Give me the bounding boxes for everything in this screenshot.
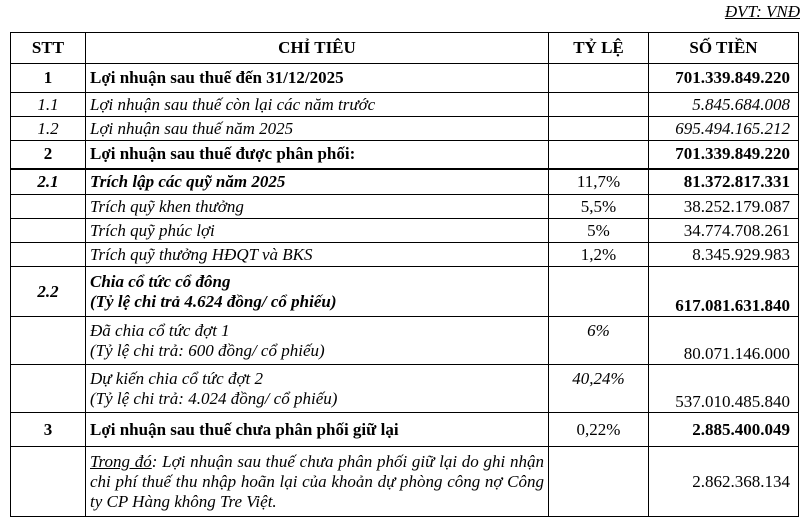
row-label: Lợi nhuận sau thuế còn lại các năm trước bbox=[86, 93, 549, 117]
table-row bbox=[11, 93, 799, 117]
row-stt bbox=[11, 317, 86, 365]
row-amount: 80.071.146.000 bbox=[649, 317, 799, 365]
row-label bbox=[86, 365, 549, 413]
row-stt: 1.2 bbox=[11, 117, 86, 141]
unit-label: ĐVT: VNĐ bbox=[724, 2, 800, 21]
table-row bbox=[11, 267, 799, 317]
row-stt bbox=[11, 243, 86, 267]
row-amount: 701.339.849.220 bbox=[649, 64, 799, 93]
row-rate bbox=[549, 267, 649, 317]
table-row bbox=[11, 413, 799, 447]
row-rate bbox=[549, 447, 649, 517]
row-rate: 0,22% bbox=[549, 413, 649, 447]
row-rate bbox=[549, 117, 649, 141]
row-rate bbox=[549, 93, 649, 117]
row-label: Lợi nhuận sau thuế đến 31/12/2025 bbox=[86, 64, 549, 93]
row-label: Trích quỹ thưởng HĐQT và BKS bbox=[86, 243, 549, 267]
row-rate bbox=[549, 64, 649, 93]
table-row bbox=[11, 141, 799, 169]
row-label: Lợi nhuận sau thuế được phân phối: bbox=[86, 141, 549, 169]
row-label: Lợi nhuận sau thuế chưa phân phối giữ lại bbox=[86, 413, 549, 447]
table-row bbox=[11, 117, 799, 141]
table-row bbox=[11, 169, 799, 195]
row-rate bbox=[549, 141, 649, 169]
row-rate: 40,24% bbox=[549, 365, 649, 413]
table-row bbox=[11, 219, 799, 243]
row-rate: 11,7% bbox=[549, 169, 649, 195]
row-amount: 2.885.400.049 bbox=[649, 413, 799, 447]
row-label-line1: Dự kiến chia cổ tức đợt 2 bbox=[90, 368, 264, 388]
row-stt: 1 bbox=[11, 64, 86, 93]
header-ty-le: TỶ LỆ bbox=[549, 33, 649, 64]
row-label-line2: (Tỷ lệ chi trả: 600 đồng/ cổ phiếu) bbox=[90, 340, 325, 360]
row-stt bbox=[11, 195, 86, 219]
row-stt: 1.1 bbox=[11, 93, 86, 117]
table-header-row bbox=[11, 33, 799, 64]
header-so-tien: SỐ TIỀN bbox=[649, 33, 799, 64]
row-rate: 6% bbox=[549, 317, 649, 365]
row-stt: 2.1 bbox=[11, 169, 86, 195]
row-amount: 38.252.179.087 bbox=[649, 195, 799, 219]
row-stt: 2 bbox=[11, 141, 86, 169]
row-label bbox=[86, 447, 549, 517]
row-amount: 81.372.817.331 bbox=[649, 169, 799, 195]
row-label-line2: (Tỷ lệ chi trả 4.624 đồng/ cổ phiếu) bbox=[90, 291, 337, 311]
row-label-line1: Chia cổ tức cổ đông bbox=[90, 271, 231, 291]
table-row bbox=[11, 447, 799, 517]
row-amount: 701.339.849.220 bbox=[649, 141, 799, 169]
row-stt bbox=[11, 447, 86, 517]
row-label: Lợi nhuận sau thuế năm 2025 bbox=[86, 117, 549, 141]
row-label-text: : Lợi nhuận sau thuế chưa phân phối giữ lại do ghi nhận chi phí thuế thu nhập hoãn lại của khoản dự phòng công nợ Công ty CP Hàng không Tre Việt. bbox=[90, 451, 544, 511]
row-amount: 537.010.485.840 bbox=[649, 365, 799, 413]
profit-distribution-table bbox=[10, 32, 799, 517]
row-label bbox=[86, 317, 549, 365]
row-stt bbox=[11, 365, 86, 413]
table-row bbox=[11, 317, 799, 365]
row-stt bbox=[11, 219, 86, 243]
row-label-line1: Đã chia cổ tức đợt 1 bbox=[90, 320, 230, 340]
row-rate: 5,5% bbox=[549, 195, 649, 219]
table-row bbox=[11, 365, 799, 413]
row-label-prefix: Trong đó bbox=[90, 451, 152, 471]
row-amount: 695.494.165.212 bbox=[649, 117, 799, 141]
row-amount: 5.845.684.008 bbox=[649, 93, 799, 117]
row-label: Trích quỹ khen thưởng bbox=[86, 195, 549, 219]
header-stt: STT bbox=[11, 33, 86, 64]
table-row bbox=[11, 64, 799, 93]
row-label: Trích quỹ phúc lợi bbox=[86, 219, 549, 243]
row-amount: 34.774.708.261 bbox=[649, 219, 799, 243]
row-label-line2: (Tỷ lệ chi trả: 4.024 đồng/ cổ phiếu) bbox=[90, 388, 338, 408]
row-amount: 8.345.929.983 bbox=[649, 243, 799, 267]
header-chi-tieu: CHỈ TIÊU bbox=[86, 33, 549, 64]
row-label: Trích lập các quỹ năm 2025 bbox=[86, 169, 549, 195]
row-rate: 5% bbox=[549, 219, 649, 243]
row-stt: 2.2 bbox=[11, 267, 86, 317]
table-row bbox=[11, 195, 799, 219]
row-amount: 2.862.368.134 bbox=[649, 447, 799, 517]
row-amount: 617.081.631.840 bbox=[649, 267, 799, 317]
row-rate: 1,2% bbox=[549, 243, 649, 267]
row-stt: 3 bbox=[11, 413, 86, 447]
row-label bbox=[86, 267, 549, 317]
table-row bbox=[11, 243, 799, 267]
